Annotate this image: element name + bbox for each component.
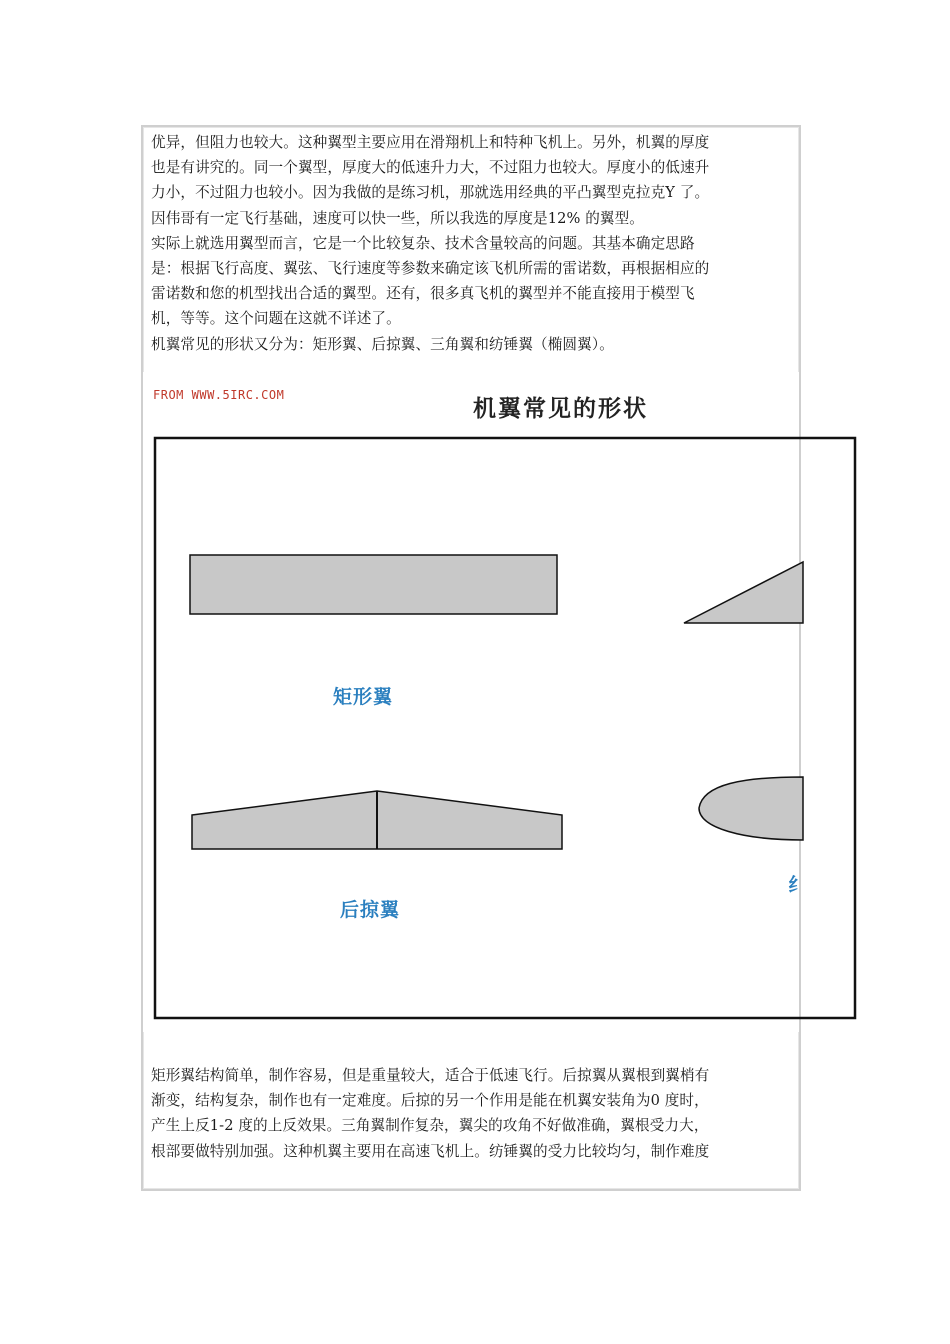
figure-drawing	[143, 372, 799, 1032]
text-line: 是：根据飞行高度、翼弦、飞行速度等参数来确定该飞机所需的雷诺数，再根据相应的	[151, 260, 710, 278]
wing-shapes-figure	[143, 372, 809, 1032]
spindle-wing-shape	[699, 777, 803, 840]
text-line: 雷诺数和您的机型找出合适的翼型。还有，很多真飞机的翼型并不能直接用于模型飞	[151, 285, 695, 303]
swept-wing-label: 后掠翼	[340, 899, 401, 921]
text-line: 优异，但阻力也较大。这种翼型主要应用在滑翔机上和特种飞机上。另外，机翼的厚度	[151, 134, 710, 151]
text-line: 也是有讲究的。同一个翼型，厚度大的低速升力大，不过阻力也较大。厚度小的低速升	[151, 159, 710, 177]
figure-border	[155, 438, 855, 1018]
partial-wing-label: 纟	[788, 874, 809, 896]
text-line: 机翼常见的形状又分为：矩形翼、后掠翼、三角翼和纺锤翼（椭圆翼）。	[151, 335, 614, 353]
content-frame	[141, 125, 809, 1191]
text-line: 渐变，结构复杂，制作也有一定难度。后掠的另一个作用是能在机翼安装角为0 度时，	[151, 1092, 709, 1110]
paragraph-top	[151, 130, 791, 357]
rectangular-wing-label: 矩形翼	[333, 686, 394, 708]
text-line: 力小，不过阻力也较小。因为我做的是练习机，那就选用经典的平凸翼型克拉克Y 了。	[151, 184, 710, 202]
text-line: 产生上反1-2 度的上反效果。三角翼制作复杂，翼尖的攻角不好做准确，翼根受力大，	[151, 1117, 709, 1135]
text-line: 因伟哥有一定飞行基础，速度可以快一些，所以我选的厚度是12% 的翼型。	[151, 209, 644, 227]
text-line: 机，等等。这个问题在这就不详述了。	[151, 310, 401, 328]
delta-wing-shape	[684, 562, 803, 623]
text-line: 实际上就选用翼型而言，它是一个比较复杂、技术含量较高的问题。其基本确定思路	[151, 234, 695, 252]
rectangular-wing-shape	[190, 555, 557, 614]
text-line: 根部要做特别加强。这种机翼主要用在高速飞机上。纺锤翼的受力比较均匀，制作难度	[151, 1142, 710, 1160]
figure-source: FROM WWW.5IRC.COM	[153, 388, 285, 402]
figure-title: 机翼常见的形状	[473, 396, 648, 422]
text-line: 矩形翼结构简单，制作容易，但是重量较大，适合于低速飞行。后掠翼从翼根到翼梢有	[151, 1067, 710, 1084]
paragraph-bottom	[151, 1063, 791, 1164]
